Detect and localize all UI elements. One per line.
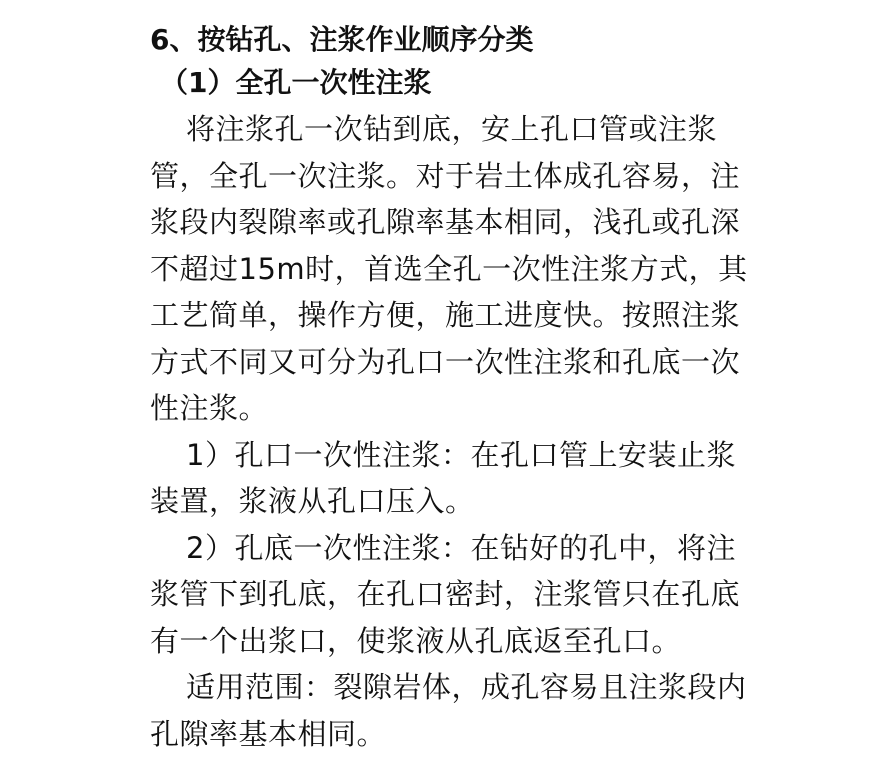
- paragraph-bottom-grouting: [150, 525, 770, 665]
- paragraph-orifice-grouting: [150, 432, 770, 525]
- paragraph-line: 将注浆孔一次钻到底，安上孔口管或注浆: [186, 112, 718, 146]
- paragraph-line: 装置，浆液从孔口压入。: [150, 484, 475, 518]
- paragraph-line: 不超过15m时，首选全孔一次性注浆方式，其: [150, 251, 748, 286]
- paragraph-line: 管，全孔一次注浆。对于岩土体成孔容易，注: [150, 158, 741, 193]
- paragraph-line: 2）孔底一次性注浆：在钻好的孔中，将注: [186, 530, 736, 565]
- paragraph-line: 浆管下到孔底，在孔口密封，注浆管只在孔底: [150, 577, 741, 611]
- paragraph-line: 适用范围：裂隙岩体，成孔容易且注浆段内: [186, 670, 747, 704]
- paragraph-scope: [150, 664, 770, 757]
- paragraph-line: 有一个出浆口，使浆液从孔底返至孔口。: [150, 623, 682, 658]
- paragraph-line: 性注浆。: [150, 391, 269, 425]
- paragraph-line: 孔隙率基本相同。: [150, 716, 387, 751]
- paragraph-overview: [150, 106, 770, 432]
- paragraph-line: 1）孔口一次性注浆：在孔口管上安装止浆: [186, 437, 736, 472]
- paragraph-line: 方式不同又可分为孔口一次性注浆和孔底一次: [150, 344, 741, 379]
- paragraph-line: 工艺简单，操作方便，施工进度快。按照注浆: [150, 298, 741, 332]
- section-heading: 6、按钻孔、注浆作业顺序分类: [150, 23, 534, 56]
- paragraph-line: 浆段内裂隙率或孔隙率基本相同，浅孔或孔深: [150, 205, 741, 239]
- document-page: [150, 20, 770, 757]
- subsection-heading: （1）全孔一次性注浆: [160, 66, 432, 99]
